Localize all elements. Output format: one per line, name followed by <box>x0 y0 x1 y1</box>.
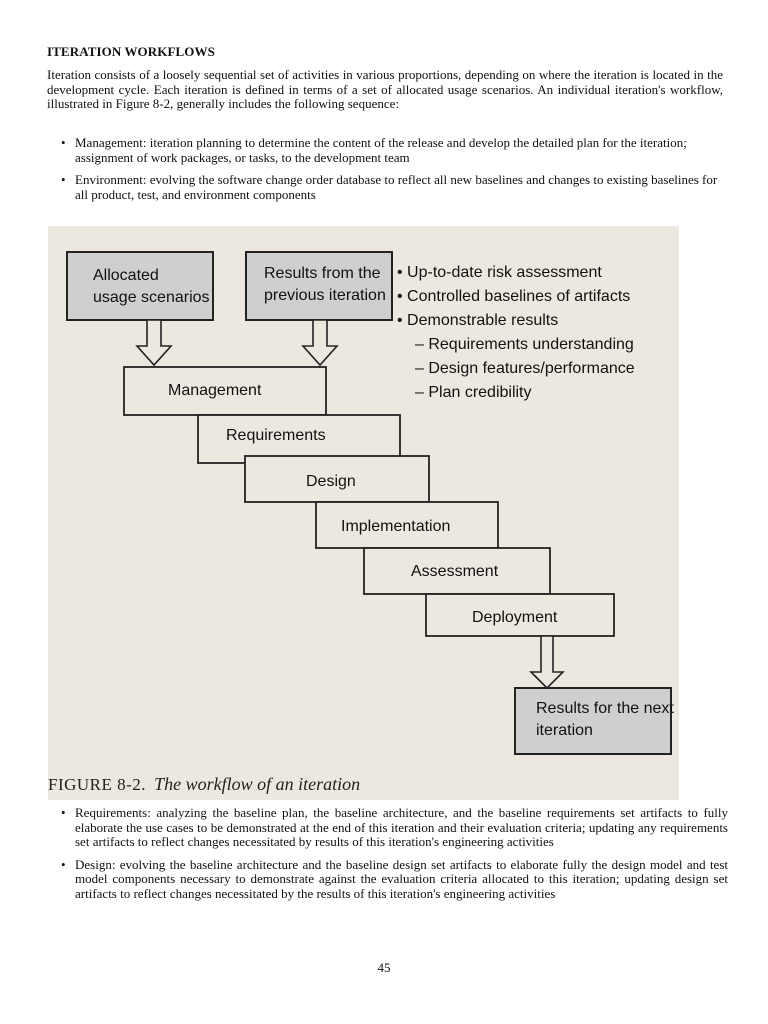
results-item-3: • Demonstrable results <box>397 312 559 329</box>
step-label-management: Management <box>168 382 262 399</box>
results-item-1: • Up-to-date risk assessment <box>397 264 602 281</box>
input-box-allocated-scenarios <box>67 252 213 320</box>
figure-caption <box>48 774 360 795</box>
input-box-allocated-line2: usage scenarios <box>93 289 210 306</box>
output-box-line1: Results for the next <box>536 700 674 717</box>
input-box-allocated-line1: Allocated <box>93 267 159 284</box>
step-label-implementation: Implementation <box>341 518 451 535</box>
results-subitem-1: – Requirements understanding <box>415 336 634 353</box>
input-box-previous-line2: previous iteration <box>264 287 386 304</box>
section-heading: ITERATION WORKFLOWS <box>47 44 215 59</box>
arrow-previous-to-management <box>303 320 337 365</box>
bottom-bullet-list <box>60 806 728 910</box>
input-box-previous-results <box>246 252 392 320</box>
bullet-environment: • Environment: evolving the software change order database to reflect all new baselines and changes to existing baselines for all product, test, and environment components <box>60 173 720 202</box>
output-box-next-iteration <box>515 688 671 754</box>
step-label-deployment: Deployment <box>472 609 558 626</box>
top-bullet-list <box>60 136 720 210</box>
step-label-requirements: Requirements <box>226 427 326 444</box>
results-subitem-3: – Plan credibility <box>415 384 532 401</box>
step-label-design: Design <box>306 473 356 490</box>
output-box-line2: iteration <box>536 722 593 739</box>
intro-paragraph: Iteration consists of a loosely sequential set of activities in various proportions, depending on where the iteration is located in the development cycle. Each iteration is defined in terms of a set of allocated usage scenarios. An individual iteration's workflow, illustrated in Figure 8-2, generally includes the following sequence: <box>47 67 723 112</box>
arrow-allocated-to-management <box>137 320 171 365</box>
page-number: 45 <box>377 960 391 975</box>
workflow-diagram <box>48 226 679 800</box>
bullet-management: • Management: iteration planning to determine the content of the release and develop the detailed plan for the iteration; assignment of work packages, or tasks, to the development team <box>60 136 720 165</box>
figure-caption-number: FIGURE 8-2. <box>48 775 147 794</box>
workflow-figure <box>48 226 679 800</box>
results-subitem-2: – Design features/performance <box>415 360 635 377</box>
bullet-design: • Design: evolving the baseline architecture and the baseline design set artifacts to elaborate fully the design model and test model components necessary to demonstrate against the evaluation criteria allocated to this iteration; updating design set artifacts to reflect changes necessitated by the results of this iteration's engineering activities <box>60 858 728 902</box>
arrow-deployment-to-output <box>531 636 563 688</box>
figure-caption-title: The workflow of an iteration <box>154 774 361 794</box>
bullet-requirements: • Requirements: analyzing the baseline plan, the baseline architecture, and the baseline requirements set artifacts to fully elaborate the use cases to be demonstrated at the end of this iteration and their evaluation criteria; updating any requirements set artifacts to reflect changes necessitated by results of this iteration's engineering activities <box>60 806 728 850</box>
input-box-previous-line1: Results from the <box>264 265 381 282</box>
step-label-assessment: Assessment <box>411 563 499 580</box>
results-item-2: • Controlled baselines of artifacts <box>397 288 631 305</box>
